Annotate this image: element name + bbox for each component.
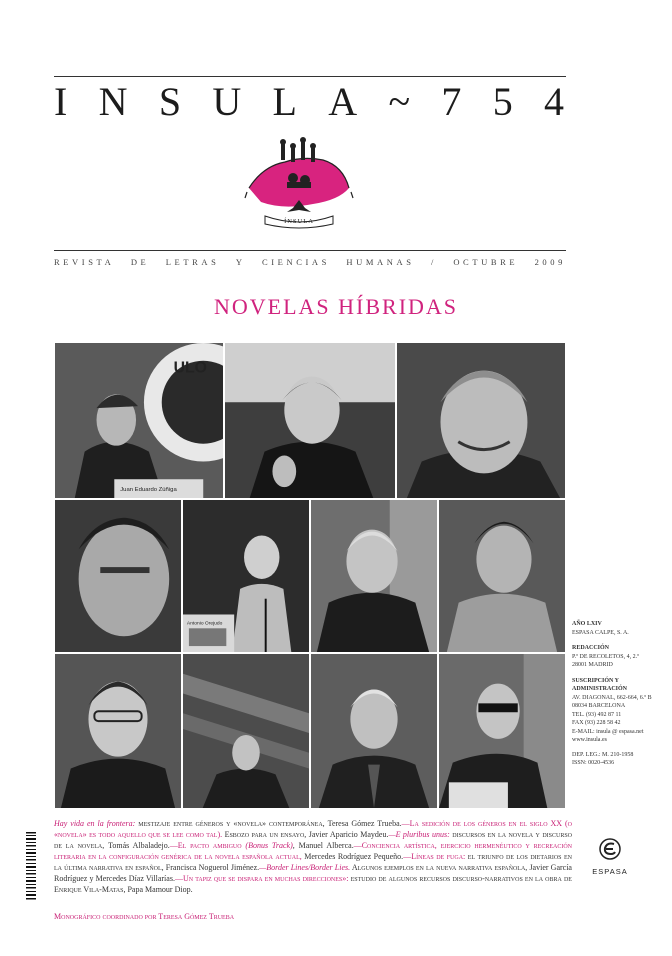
author-photo: [396, 342, 566, 499]
legal-line: DEP. LEG.: M. 210-1958: [572, 751, 634, 758]
suscripcion-line: E-MAIL: insula @ espasa.net: [572, 728, 644, 735]
suscripcion-line: AV. DIAGONAL, 662-664, 6.º B: [572, 694, 652, 701]
subtitle-word: /: [430, 257, 437, 267]
article-title: —La sedición de los géneros en el siglo XX (o «novela» es todo aquello que se lee como tal).: [54, 819, 572, 839]
article-author: Teresa Gómez Trueba.: [327, 819, 402, 828]
article-title: —Un tapiz que se dispara en muchas direcciones»:: [174, 874, 349, 883]
article-author: Tomás Albaladejo.: [108, 841, 170, 850]
coordinator-credit: Monográfico coordinado por Teresa Gómez Trueba: [54, 912, 235, 921]
publisher: ESPASA CALPE, S. A.: [572, 629, 629, 636]
article-title: —Líneas de fuga:: [403, 852, 466, 861]
backdrop-text: ULO: [173, 359, 207, 377]
subtitle-word: HUMANAS: [346, 257, 415, 267]
author-photo: [182, 499, 310, 653]
subtitle-line: [54, 256, 566, 268]
subtitle-word: DE: [130, 257, 150, 267]
masthead-letter: 4: [544, 78, 566, 124]
separator: ,: [292, 841, 299, 850]
subtitle-word: CIENCIAS: [261, 257, 330, 267]
barcode: [26, 830, 36, 902]
subtitle-word: 2009: [534, 257, 566, 267]
subtitle-word: LETRAS: [165, 257, 220, 267]
suscripcion-line: TEL. (93) 492 87 11: [572, 711, 622, 718]
publication-info: [572, 620, 668, 768]
legal-line: ISSN: 0020-4536: [572, 760, 615, 766]
article-title: —Border Lines/Border Lies.: [259, 863, 351, 872]
article-title: —E pluribus unus:: [388, 830, 450, 839]
masthead-letter: L: [272, 78, 299, 124]
suscripcion-line: 08034 BARCELONA: [572, 703, 626, 709]
suscripcion-line: www.insula.es: [572, 737, 607, 743]
masthead-title: [54, 80, 566, 122]
author-photo: [438, 653, 566, 809]
article-subtitle: el triunfo de los dietarios en la última narrativa en español,: [54, 852, 572, 872]
subtitle-word: OCTUBRE: [453, 257, 519, 267]
author-photo: [182, 653, 310, 809]
article-subtitle: estudio de algunos recursos discurso-narrativos en la obra de Enrique Vila-Matas,: [54, 874, 572, 894]
masthead-letter: 7: [441, 78, 464, 124]
masthead-letter: ~: [388, 78, 413, 124]
masthead-letter: I: [54, 78, 70, 124]
year-title: AÑO LXIV: [572, 621, 602, 627]
article-author: Mercedes Rodríguez Pequeño.: [304, 852, 404, 861]
article-subtitle: Esbozo para un ensayo,: [222, 830, 309, 839]
espasa-logo: [588, 838, 632, 876]
author-photo: [54, 342, 224, 499]
suscripcion-title: SUSCRIPCIÓN Y ADMINISTRACIÓN: [572, 677, 628, 692]
article-author: Javier García Rodríguez y Mercedes Díaz Villarías.: [54, 863, 572, 883]
subtitle-word: REVISTA: [54, 257, 115, 267]
insula-logo: [243, 136, 355, 230]
subtitle-word: Y: [235, 257, 246, 267]
author-photo: [310, 653, 438, 809]
author-photo: [310, 499, 438, 653]
author-photo: [54, 499, 182, 653]
theme-title: NOVELAS HÍBRIDAS: [213, 294, 459, 319]
masthead-letter: S: [158, 78, 184, 124]
article-title: —El pacto ambiguo: [169, 841, 246, 850]
masthead-letter: U: [212, 78, 244, 124]
article-subtitle: mestizaje entre géneros y «novela» contemporánea,: [135, 819, 328, 828]
redaccion-line: P.º DE RECOLETOS, 4, 2.º: [572, 653, 639, 660]
article-author: Papa Mamour Diop.: [127, 885, 193, 894]
article-author: Manuel Alberca.: [298, 841, 354, 850]
article-subtitle: discursos en la novela y discurso de la novela,: [54, 830, 572, 850]
article-subtitle: Algunos ejemplos en la nueva narrativa española,: [350, 863, 530, 872]
article-title-italic: (Bonus Track): [245, 841, 293, 850]
article-author: Javier Aparicio Maydeu.: [308, 830, 389, 839]
masthead-top-rule: [54, 76, 566, 77]
masthead-letter: N: [98, 78, 130, 124]
espasa-emblem-icon: [599, 838, 621, 860]
author-photo: [54, 653, 182, 809]
article-title: —Conciencia artística, ejercicio hermenéutico y recreación literaria en la configuración genérica de la novela española actual,: [54, 841, 573, 861]
redaccion-line: 28001 MADRID: [572, 662, 613, 668]
article-title: Hay vida en la frontera:: [54, 819, 136, 828]
redaccion-title: REDACCIÓN: [572, 645, 610, 651]
suscripcion-line: FAX (93) 228 58 42: [572, 720, 621, 726]
article-author: Francisca Noguerol Jiménez.: [165, 863, 260, 872]
table-of-contents: [54, 818, 572, 895]
masthead-letter: A: [328, 78, 360, 124]
author-photo: [224, 342, 396, 499]
subtitle-top-rule: [54, 250, 566, 251]
book-title: Antonio Orejudo: [186, 621, 223, 627]
masthead-letter: 5: [492, 78, 515, 124]
name-sign: Juan Eduardo Zúñiga: [120, 487, 177, 494]
author-photo: [438, 499, 566, 653]
logo-label: ÍNSULA: [284, 218, 314, 225]
espasa-label: ESPASA: [592, 867, 628, 876]
